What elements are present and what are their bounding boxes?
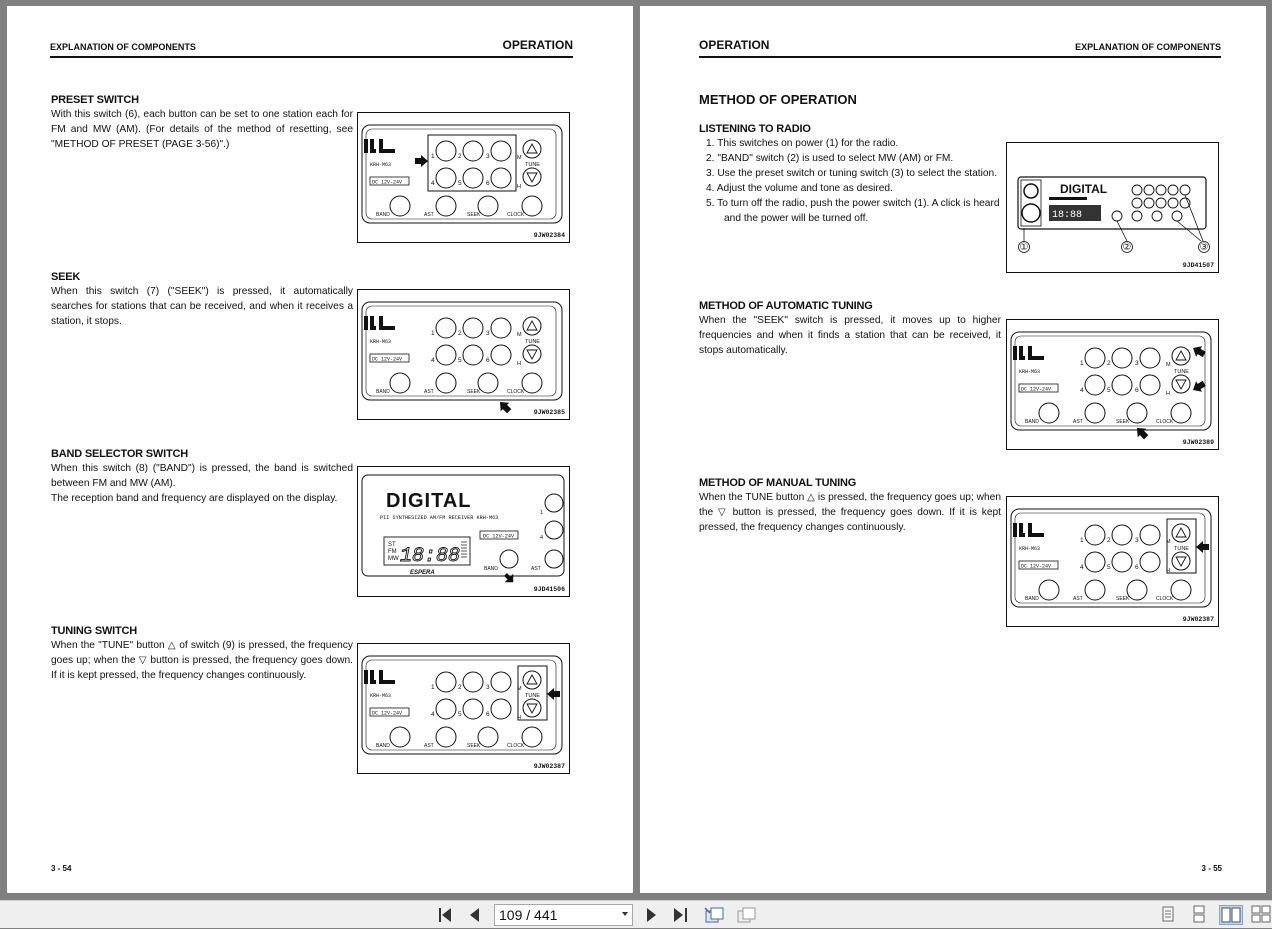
page-number: 3 - 54 [51,864,72,873]
preset-number: 4 [431,711,435,718]
prev-page-button[interactable] [464,905,484,925]
preset-number: 4 [1080,387,1084,394]
preset-number: 5 [458,711,462,718]
preset-number: 1 [431,330,435,337]
mw-indicator: MW [388,556,399,562]
m-label: M [517,686,522,692]
preset-number: 3 [486,684,490,691]
next-page-icon [645,907,659,923]
preset-number: 5 [458,357,462,364]
section-text: With this switch (6), each button can be set to one station each for FM and MW (AM). (For details of the method of resetting, see "METHOD OF PRESET (PAGE 3-56)".) [51,109,353,150]
preset-number: 6 [486,357,490,364]
continuous-facing-view-button[interactable] [1250,905,1272,925]
voltage-label: DC 12V-24V [1021,386,1052,393]
arrow-icon [415,155,428,167]
callout-1-label: ① [1019,242,1029,253]
section-title: METHOD OF MANUAL TUNING [699,477,857,489]
preset-number: 5 [1107,387,1111,394]
frequency-readout: 18:88 [400,545,461,568]
h-label: H [517,184,521,190]
radio-panel-diagram [1007,320,1218,449]
panel-button [522,727,542,747]
panel-button [436,727,456,747]
preset-number: 3 [1135,360,1139,367]
tune-down-button [523,168,541,186]
main-title: METHOD OF OPERATION [699,92,857,107]
panel-button [1171,403,1191,423]
step-item: 3. Use the preset switch or tuning switch (3) to select the station. [706,168,998,179]
m-label: M [517,155,522,161]
h-label: H [1166,391,1170,397]
arrow-icon [1133,424,1151,442]
figure-code: 9JW02387 [533,763,565,770]
preset-number: 6 [1135,387,1139,394]
next-page-button[interactable] [642,905,662,925]
figure-code: 9JD41507 [1182,262,1214,269]
preset-button [1085,348,1105,368]
voltage-label: DC 12V-24V [372,710,403,717]
last-page-icon [672,907,690,923]
first-page-button[interactable] [436,905,456,925]
preset-number: 3 [1135,537,1139,544]
panel-button [1171,580,1191,600]
export-button[interactable] [702,905,726,925]
power-knob [1022,204,1040,222]
panel-button [1085,403,1105,423]
preset-button [436,672,456,692]
page-header [50,38,573,58]
section-title: BAND SELECTOR SWITCH [51,448,188,460]
figure-manual-tuning [1006,496,1219,627]
header-left: OPERATION [699,38,770,52]
clock-label: CLOCK [1156,596,1174,602]
preset-number: 6 [486,180,490,187]
page-number: 3 - 55 [1201,864,1222,873]
seek-label: SEEK [467,389,481,395]
section-title: PRESET SWITCH [51,94,139,106]
preset-number: 2 [1107,360,1111,367]
tune-label: TUNE [525,693,540,699]
side-number: 1 [540,510,544,516]
voltage-label: DC 12V-24V [483,533,515,540]
model-label: KRH-M63 [1019,369,1041,375]
preset-button [545,550,563,568]
ast-label: AST [1073,419,1083,425]
steps-list [706,136,1002,226]
voltage-label: DC 12V-24V [372,356,403,363]
knob [1024,184,1038,198]
radio-panel-diagram [1007,497,1218,626]
preset-button [463,168,483,188]
page-header [699,38,1221,58]
panel-button [478,373,498,393]
preset-button [545,521,563,539]
preset-button [1140,525,1160,545]
preset-button [1140,375,1160,395]
clock-label: CLOCK [507,212,525,218]
import-button[interactable] [734,905,758,925]
model-label: KRH-M63 [1019,546,1041,552]
clock-label: CLOCK [507,389,525,395]
preset-button [436,699,456,719]
first-page-icon [437,907,455,923]
continuous-facing-icon [1250,905,1272,923]
step-item: 4. Adjust the volume and tone as desired. [706,183,893,194]
preset-button [491,168,511,188]
preset-button [491,699,511,719]
section-title: SEEK [51,271,81,283]
preset-number: 6 [1135,564,1139,571]
ast-label: AST [424,389,434,395]
panel-button [478,196,498,216]
page-import-icon [735,906,757,924]
viewer-toolbar [0,900,1272,928]
panel-button [522,373,542,393]
m-label: M [517,332,522,338]
arrow-icon [547,688,560,700]
tune-up-button [523,317,541,335]
preset-button [1140,552,1160,572]
preset-number: 4 [1080,564,1084,571]
right-page [640,6,1266,893]
preset-button [1112,552,1132,572]
callout-2-label: ② [1122,242,1132,253]
model-label: KRH-M63 [370,339,392,345]
preset-number: 1 [1080,537,1084,544]
figure-automatic-tuning [1006,319,1219,450]
figure-preset-switch [357,112,570,243]
preset-button [463,318,483,338]
preset-number: 2 [458,684,462,691]
continuous-page-icon [1188,905,1210,923]
preset-button [491,318,511,338]
preset-number: 1 [431,684,435,691]
preset-button [436,168,456,188]
preset-button [491,345,511,365]
preset-number: 5 [458,180,462,187]
tune-label: TUNE [525,339,540,345]
preset-button [491,672,511,692]
panel-button [1127,403,1147,423]
section-text: When this switch (7) ("SEEK") is pressed, it automatically searches for stations that can be received, and when it receives a station, it stops. [51,286,353,327]
m-label: M [1166,539,1171,545]
preset-button [1112,375,1132,395]
tune-down-button [1172,375,1190,393]
preset-button [1085,375,1105,395]
arrow-icon [1190,378,1207,395]
panel-button [1127,580,1147,600]
h-label: H [1166,568,1170,574]
preset-number: 2 [458,330,462,337]
radio-panel-diagram [358,644,569,773]
band-button [500,550,518,568]
figure-code: 9JD41506 [533,586,565,593]
seek-label: SEEK [467,212,481,218]
st-indicator: ST [388,542,396,548]
preset-number: 3 [486,330,490,337]
voltage-label: DC 12V-24V [1021,563,1052,570]
figure-band-selector [357,466,570,597]
ast-label: AST [424,212,434,218]
arrow-icon [1190,343,1207,360]
page-number-field[interactable] [494,904,633,926]
band-label: BAND [484,566,498,572]
digital-display-diagram [358,467,569,596]
radio-panel-diagram [358,113,569,242]
preset-number: 4 [431,180,435,187]
figure-tuning-switch [357,643,570,774]
figure-code: 9JW02385 [533,409,565,416]
panel-button [436,196,456,216]
seek-label: SEEK [1116,419,1130,425]
panel-button [1039,403,1059,423]
panel-button [522,196,542,216]
band-label: BAND [1025,419,1039,425]
step-item: 1. This switches on power (1) for the radio. [706,138,899,149]
preset-number: 5 [1107,564,1111,571]
tune-down-button [523,345,541,363]
single-page-view-button[interactable] [1157,905,1181,925]
h-label: H [517,715,521,721]
panel-button [390,196,410,216]
preset-button [1085,552,1105,572]
ast-label: AST [424,743,434,749]
band-label: BAND [376,389,390,395]
preset-number: 6 [486,711,490,718]
figure-code: 9JW02387 [1182,616,1214,623]
panel-button [436,373,456,393]
digital-brand-text: DIGITAL [1060,182,1108,196]
preset-button [463,672,483,692]
h-label: H [517,361,521,367]
header-left: EXPLANATION OF COMPONENTS [50,42,196,52]
model-label: KRH-M63 [370,162,392,168]
preset-button [463,141,483,161]
maker-logo: ESPERA [410,570,435,576]
tune-label: TUNE [1174,546,1189,552]
tune-up-button [1172,524,1190,542]
section-text: When the "SEEK" switch is pressed, it moves up to higher frequencies and when it finds a station that can be received, it stops automatically. [699,315,1001,356]
band-label: BAND [376,743,390,749]
section-text-line: When this switch (8) ("BAND") is pressed, the band is switched between FM and MW (AM). [51,463,353,489]
section-title: TUNING SWITCH [51,625,138,637]
tune-up-button [1172,347,1190,365]
preset-button [463,345,483,365]
preset-button [436,345,456,365]
page-export-icon [703,906,725,924]
m-label: M [1166,362,1171,368]
preset-number: 4 [431,357,435,364]
fm-indicator: FM [388,549,397,555]
radio-overview-diagram [1007,143,1218,272]
chevron-down-icon[interactable] [622,912,628,916]
figure-code: 9JW02389 [1182,439,1214,446]
ast-label: AST [531,566,541,572]
panel-button [1085,580,1105,600]
preset-button [1140,348,1160,368]
band-label: BAND [1025,596,1039,602]
seek-label: SEEK [1116,596,1130,602]
header-right: EXPLANATION OF COMPONENTS [1075,42,1221,52]
last-page-button[interactable] [670,905,692,925]
ast-label: AST [1073,596,1083,602]
step-item: 5. To turn off the radio, push the power switch (1). A click is heard and the power will be turned off. [706,198,1000,224]
preset-button [436,318,456,338]
clock-label: CLOCK [1156,419,1174,425]
preset-number: 1 [431,153,435,160]
clock-label: CLOCK [507,743,525,749]
preset-number: 3 [486,153,490,160]
step-item: 2. "BAND" switch (2) is used to select MW (AM) or FM. [706,153,954,164]
seek-label: SEEK [467,743,481,749]
preset-number: 2 [1107,537,1111,544]
arrow-icon [501,570,517,586]
facing-pages-icon [1220,906,1242,924]
preset-button [1112,348,1132,368]
tune-down-button [523,699,541,717]
panel-button [390,373,410,393]
section-title: LISTENING TO RADIO [699,123,811,135]
digital-brand-text: DIGITAL [386,490,472,512]
prev-page-icon [467,907,481,923]
continuous-view-button[interactable] [1188,905,1212,925]
voltage-label: DC 12V-24V [372,179,403,186]
preset-number: 1 [1080,360,1084,367]
header-right: OPERATION [502,38,573,52]
preset-button [1085,525,1105,545]
tune-up-button [523,140,541,158]
panel-button [478,727,498,747]
single-page-icon [1157,905,1179,923]
page-number-value: 109 / 441 [499,907,558,923]
preset-button [545,494,563,512]
panel-button [390,727,410,747]
tune-up-button [523,671,541,689]
preset-button [491,141,511,161]
callout-3-label: ③ [1199,242,1209,253]
section-text-line: The reception band and frequency are displayed on the display. [51,493,338,504]
section-text: When the TUNE button △ is pressed, the frequency goes up; when the ▽ button is pressed, the frequency goes down. If it is kept pressed, the frequency changes continuously. [699,492,1001,533]
tune-down-button [1172,552,1190,570]
model-label: KRH-M63 [370,693,392,699]
panel-button [1039,580,1059,600]
preset-button [436,141,456,161]
preset-button [463,699,483,719]
band-label: BAND [376,212,390,218]
tune-label: TUNE [1174,369,1189,375]
figure-seek-switch [357,289,570,420]
section-title: METHOD OF AUTOMATIC TUNING [699,300,873,312]
tune-label: TUNE [525,162,540,168]
side-number: 4 [540,535,544,541]
facing-view-button[interactable] [1219,905,1243,925]
figure-radio-overview [1006,142,1219,273]
figure-code: 9JW02384 [533,232,565,239]
arrow-icon [1196,541,1209,553]
section-text: When the "TUNE" button △ of switch (9) is pressed, the frequency goes up; when the ▽ button is pressed, the frequency goes down. If it is kept pressed, the frequency changes continuously. [51,640,353,681]
preset-button [1112,525,1132,545]
section-text [51,461,353,506]
radio-panel-diagram [358,290,569,419]
preset-number: 2 [458,153,462,160]
display-subtitle: PII SYNTHESIZED AM/FM RECEIVER KRH-M63 [380,515,499,521]
left-page [7,6,633,893]
frequency-readout: 18:88 [1052,210,1083,221]
